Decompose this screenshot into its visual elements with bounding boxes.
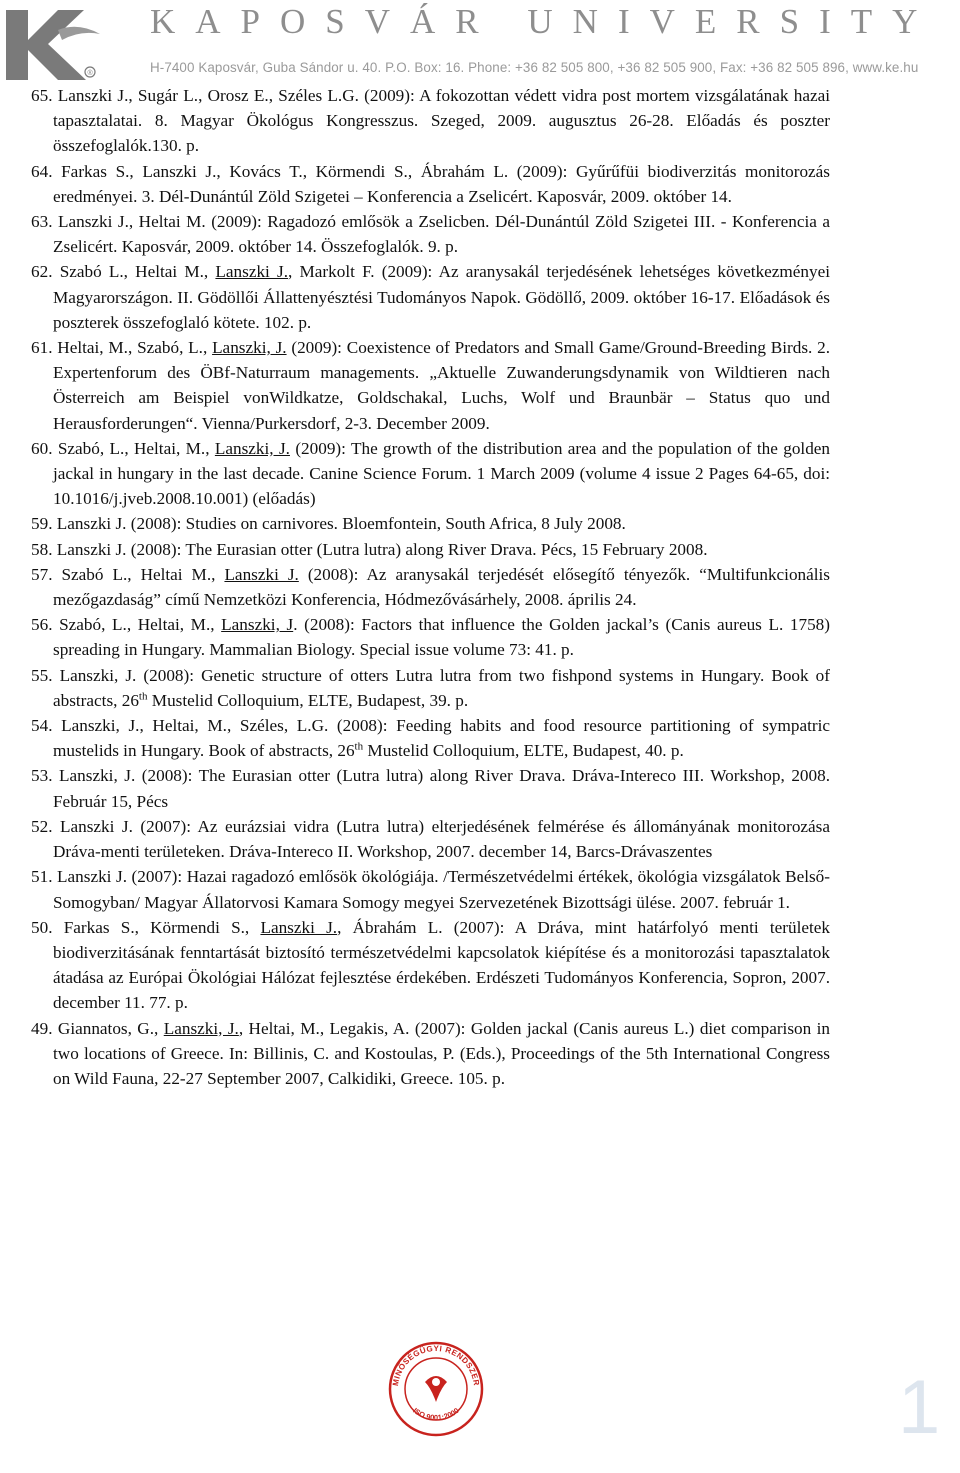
underlined-author: Lanszki J. <box>260 917 338 937</box>
list-item <box>31 436 830 512</box>
item-text-post: , Heltai, M., Legakis, A. (2007): Golden jackal (Canis aureus L.) diet comparison in two locations of Greece. In: Billinis, C. and Kostoulas, P. (Eds.), Proceedings of the 5th International Congress on Wild Fauna, 22-27 September 2007, Calkidiki, Greece. 105. p. <box>53 1018 830 1088</box>
item-text-pre: Szabó, L., Heltai, M., <box>57 438 215 458</box>
item-number: 55. <box>31 665 53 685</box>
list-item <box>31 511 830 536</box>
item-number: 50. <box>31 917 53 937</box>
list-item <box>31 864 830 914</box>
underlined-author: Lanszki, J <box>221 615 294 635</box>
item-text: Lanszki J. (2007): Az eurázsiai vidra (Lutra lutra) elterjedésének felmérése és állományának monitorozása Dráva-menti területeken. Dráva-Intereco II. Workshop, 2007. december 14, Barcs-Drávaszentes <box>53 816 831 862</box>
item-text-pre: Lanszki, J., Heltai, M., Széles, L.G. (2008): Feeding habits and food resource partitioning of sympatric mustelids in Hungary. Book of abstracts, 26 <box>53 716 830 761</box>
underlined-author: Lanszki J. <box>215 262 289 282</box>
item-number: 64. <box>31 161 53 181</box>
item-text-pre: Lanszki, J. (2008): Genetic structure of otters Lutra lutra from two fishpond systems in Hungary. Book of abstracts, 26 <box>53 665 830 710</box>
item-number: 52. <box>31 816 53 836</box>
item-number: 54. <box>31 716 53 736</box>
list-item <box>31 814 830 864</box>
item-text: Lanszki J., Sugár L., Orosz E., Széles L.G. (2009): A fokozottan védett vidra post mortem vizsgálatának hazai tapasztalatai. 8. Magyar Ökológus Kongresszus. Szeged, 2009. augusztus 26-28. Előadás és poszter összefoglalók.130. p. <box>53 86 830 156</box>
page-number: 1 <box>898 1365 941 1450</box>
quality-seal-icon <box>385 1338 487 1440</box>
list-item <box>31 83 830 159</box>
list-item <box>31 159 830 209</box>
list-item <box>31 1016 830 1092</box>
superscript: th <box>138 690 148 703</box>
underlined-author: Lanszki, J. <box>214 438 290 458</box>
item-text-post: (2009): The growth of the distribution area and the population of the golden jackal in hungary in the last decade. Canine Science Forum. 1 March 2009 (volume 4 issue 2 Pages 64-65, doi: 10.1016/j.jveb.2008.10.001) (előadás) <box>53 438 831 509</box>
item-text: Lanszki J., Heltai M. (2009): Ragadozó emlősök a Zselicben. Dél-Dunántúl Zöld Szigetei III. - Konferencia a Zselicért. Kaposvár, 2009. október 14. Összefoglalók. 9. p. <box>53 212 831 257</box>
item-text: Lanszki J. (2008): Studies on carnivores. Bloemfontein, South Africa, 8 July 2008. <box>56 514 626 534</box>
item-text-post: , Markolt F. (2009): Az aranysakál terjedésének lehetséges következményei Magyarországon. II. Gödöllői Állattenyésztési Tudományos Napok. Gödöllő, 2009. október 16-17. Előadások és poszterek összefoglaló kötete. 102. p. <box>53 262 831 332</box>
seal-text-top: MINŐSÉGÜGYI RENDSZER <box>391 1343 481 1387</box>
list-item <box>31 915 830 1016</box>
list-item <box>31 209 830 259</box>
letterhead <box>0 0 960 82</box>
item-text-pre: Farkas S., Körmendi S., <box>63 917 261 937</box>
item-number: 60. <box>31 438 53 458</box>
item-text-pre: Heltai, M., Szabó, L., <box>57 338 213 358</box>
item-text-post: Mustelid Colloquium, ELTE, Budapest, 39. p. <box>147 690 469 710</box>
university-address: H-7400 Kaposvár, Guba Sándor u. 40. P.O. Box: 16. Phone: +36 82 505 800, +36 82 505 900, Fax: +36 82 505 896, www.ke.hu <box>150 60 919 75</box>
seal-text-bottom: ISO 9001:2000 <box>411 1405 461 1423</box>
item-number: 56. <box>31 615 53 635</box>
underlined-author: Lanszki, J. <box>163 1018 239 1038</box>
publication-list <box>31 83 830 1091</box>
item-number: 49. <box>31 1018 53 1038</box>
item-text-post: (2009): Coexistence of Predators and Small Game/Ground-Breeding Birds. 2. Expertenforum des ÖBf-Naturraum managements. „Aktuelle Zuwanderungsdynamik von Wildtieren nach Österreich am Beispiel vonWildkatze, Goldschakal, Luchs, Wolf und Braunbär – Status quo und Herausforderungen“. Vienna/Purkersdorf, 2-3. December 2009. <box>53 338 831 433</box>
item-number: 51. <box>31 867 53 887</box>
item-text-post: , Ábrahám L. (2007): A Dráva, mint határfolyó menti területek biodiverzitásának fenntartását biztosító természetvédelmi kapcsolatok kiépítése és a monitorozási tapasztalatok átadása az Európai Ökológiai Hálózat fejlesztése érdekében. Erdészeti Tudományos Konferencia, Sopron, 2007. december 11. 77. p. <box>53 917 830 1013</box>
item-number: 63. <box>31 212 53 232</box>
item-text-pre: Szabó, L., Heltai, M., <box>59 615 222 635</box>
university-logo <box>0 0 110 82</box>
item-number: 57. <box>31 564 53 584</box>
item-text: Lanszki J. (2008): The Eurasian otter (Lutra lutra) along River Drava. Pécs, 15 February 2008. <box>56 539 708 559</box>
item-number: 53. <box>31 766 53 786</box>
superscript: th <box>354 740 364 753</box>
item-text-post: (2008): Az aranysakál terjedését elősegítő tényezők. “Multifunkcionális mezőgazdaság” című Nemzetközi Konferencia, Hódmezővásárhely, 2008. április 24. <box>53 564 830 610</box>
underlined-author: Lanszki J. <box>224 564 299 584</box>
list-item <box>31 663 830 713</box>
item-number: 58. <box>31 539 53 559</box>
underlined-author: Lanszki, J. <box>212 338 287 358</box>
svg-text:ISO 9001:2000 <box>411 1406 460 1422</box>
item-text-pre: Szabó L., Heltai M., <box>59 262 216 282</box>
list-item <box>31 713 830 763</box>
list-item <box>31 612 830 662</box>
item-text: Lanszki J. (2007): Hazai ragadozó emlősök ökológiája. /Természetvédelmi értékek, ökológia vizsgálatok Belső-Somogyban/ Magyar Állatorvosi Kamara Somogy megyei Szervezetének Bizottsági ülése. 2007. február 1. <box>53 867 830 912</box>
list-item <box>31 763 830 813</box>
item-number: 65. <box>31 86 53 105</box>
list-item <box>31 562 830 612</box>
item-text-post: . (2008): Factors that influence the Golden jackal’s (Canis aureus L. 1758) spreading in Hungary. Mammalian Biology. Special issue volume 73: 41. p. <box>53 615 830 660</box>
registered-mark: ® <box>87 70 93 77</box>
item-text-pre: Giannatos, G., <box>57 1018 164 1038</box>
item-text: Farkas S., Lanszki J., Kovács T., Körmendi S., Ábrahám L. (2009): Gyűrűfüi biodiverzitás monitorozás eredményei. 3. Dél-Dunántúl Zöld Szigetei – Konferencia a Zselicért. Kaposvár, 2009. október 14. <box>53 161 831 206</box>
item-number: 59. <box>31 514 53 534</box>
item-text: Lanszki, J. (2008): The Eurasian otter (Lutra lutra) along River Drava. Dráva-Intereco III. Workshop, 2008. Február 15, Pécs <box>53 766 830 811</box>
list-item <box>31 259 830 335</box>
list-item <box>31 335 830 436</box>
item-text-post: Mustelid Colloquium, ELTE, Budapest, 40. p. <box>363 741 684 761</box>
university-name: KAPOSVÁR UNIVERSITY <box>150 2 938 41</box>
item-number: 61. <box>31 338 53 358</box>
item-text-pre: Szabó L., Heltai M., <box>61 564 225 584</box>
item-number: 62. <box>31 262 53 282</box>
list-item <box>31 537 830 562</box>
